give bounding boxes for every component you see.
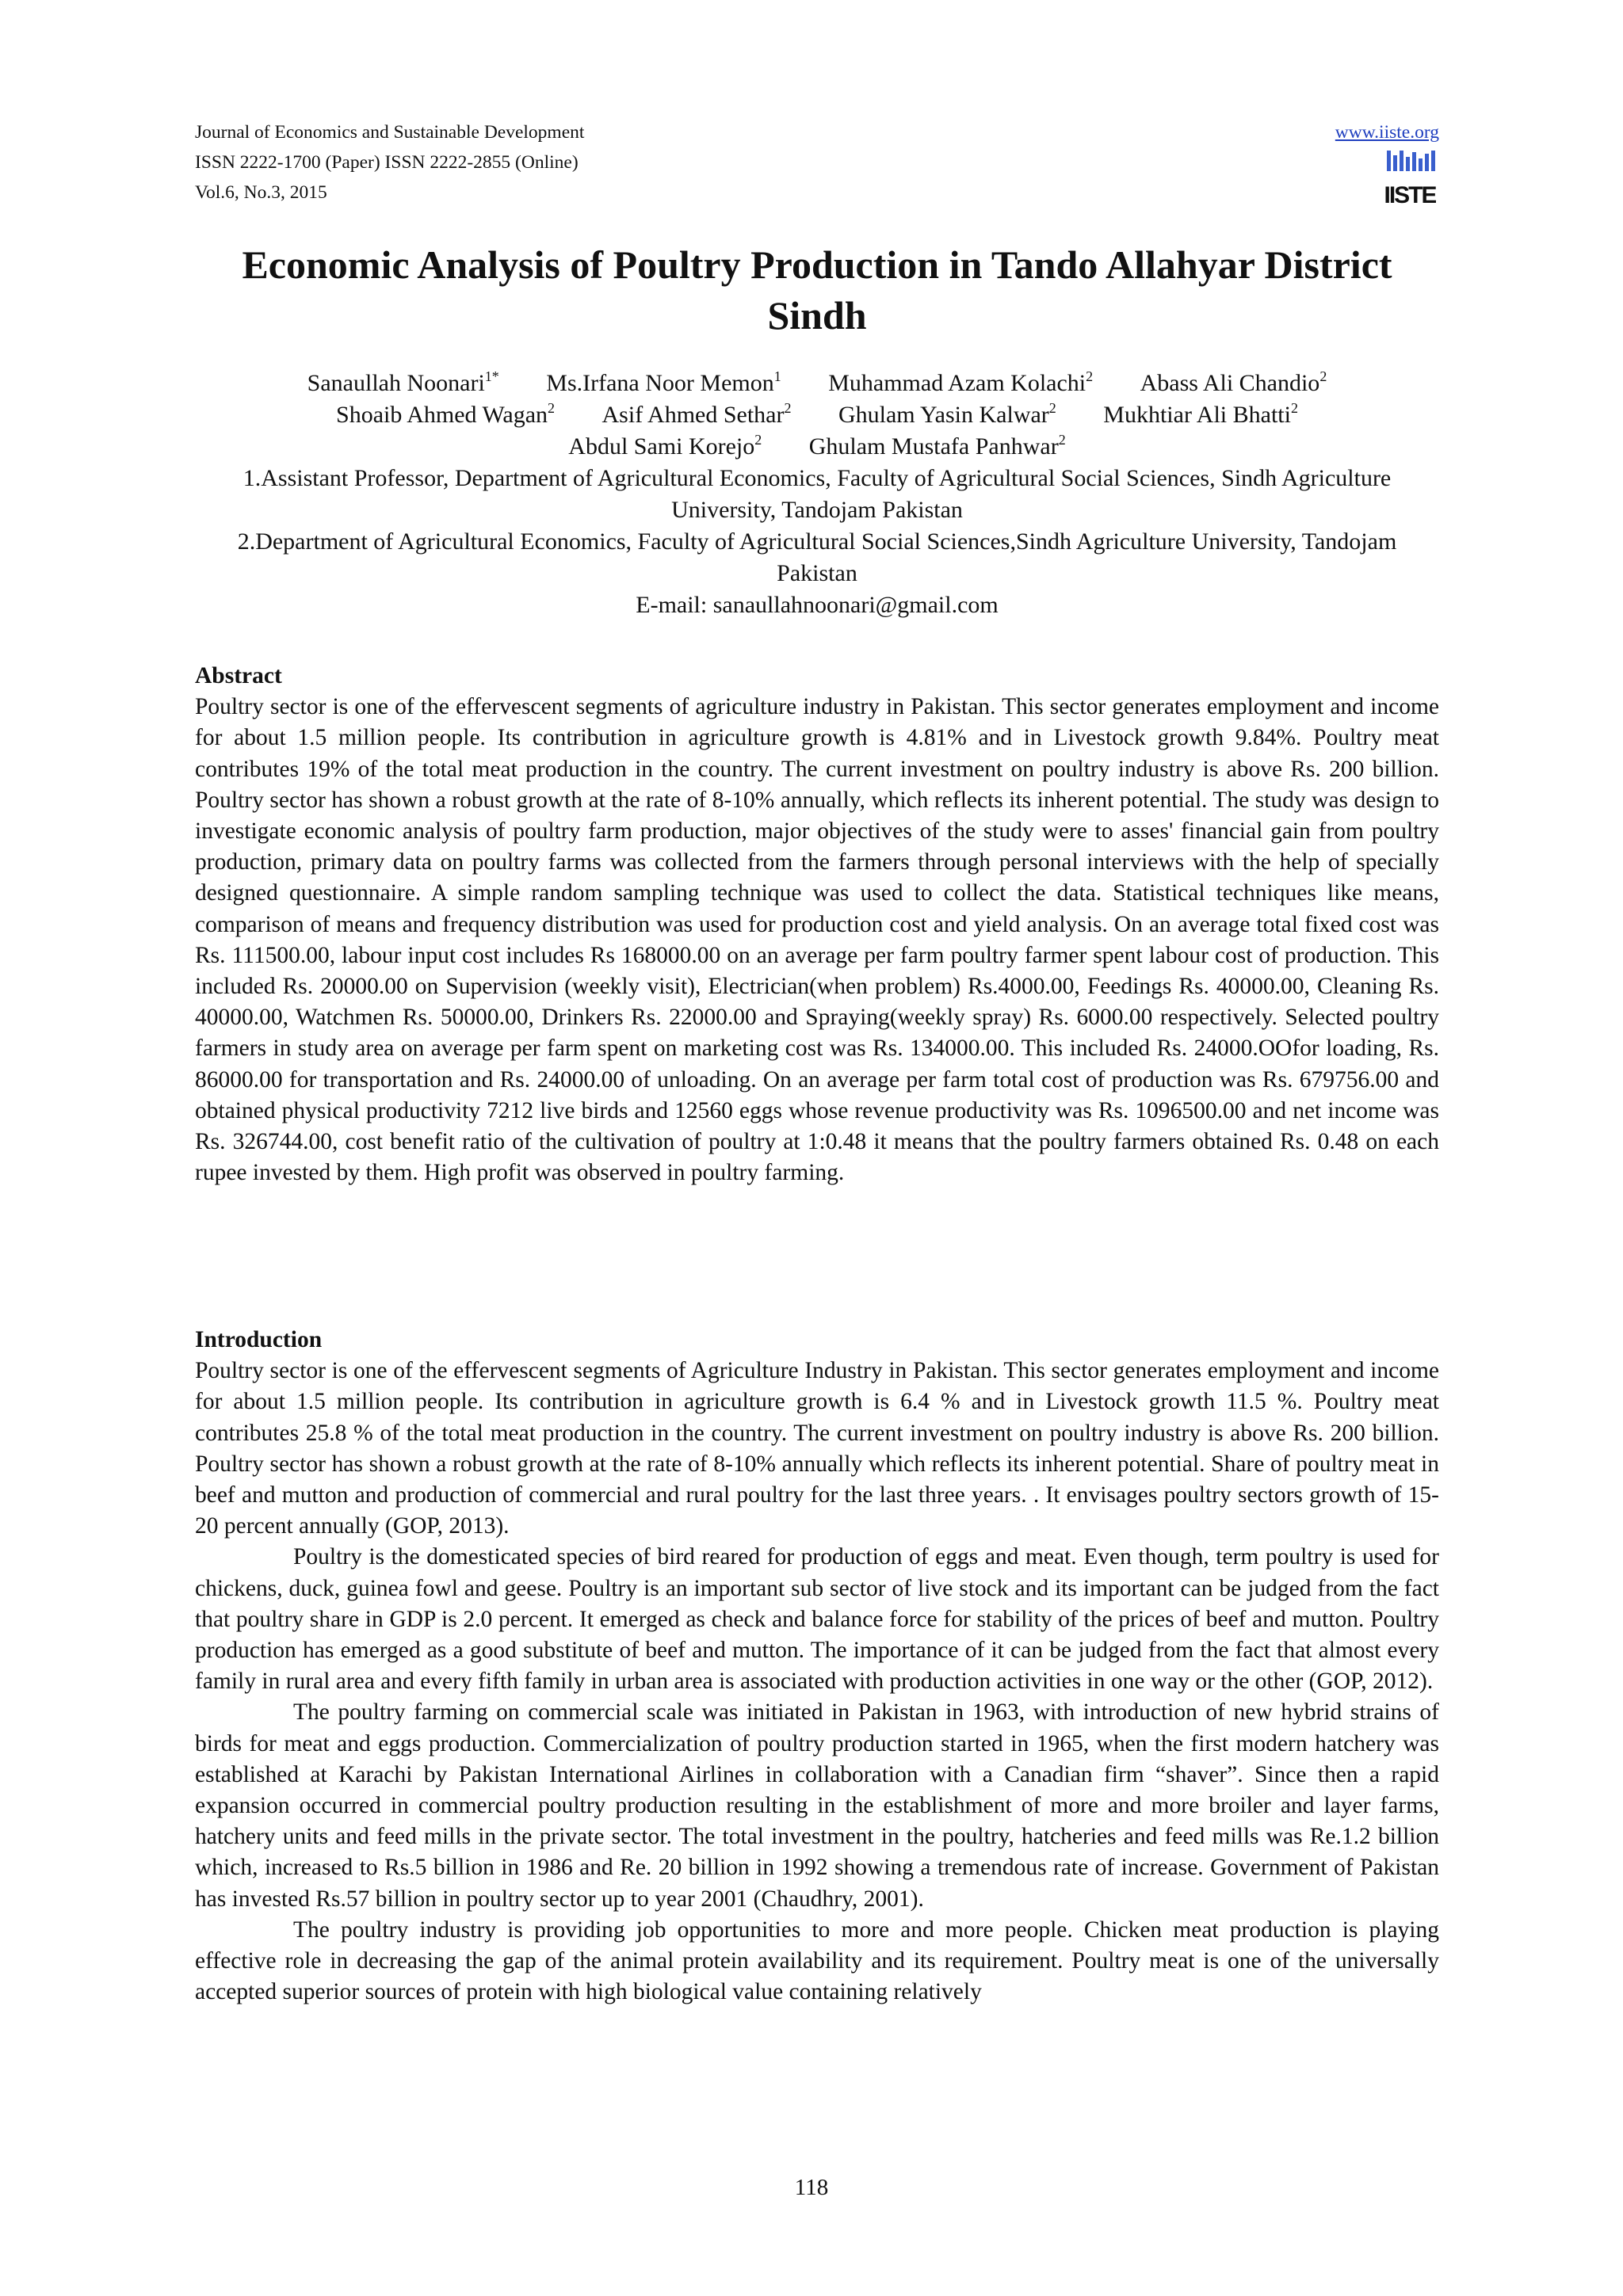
author-block (195, 368, 1439, 621)
introduction-heading: Introduction (195, 1327, 323, 1352)
journal-volume: Vol.6, No.3, 2015 (195, 182, 327, 203)
author: Ms.Irfana Noor Memon$^1$ (546, 368, 781, 396)
author: Ghulam Mustafa Panhwar$^2$ (808, 432, 1066, 460)
author-email: E-mail: sanaullahnoonari@gmail.com (636, 592, 999, 618)
author: Muhammad Azam Kolachi$^2$ (828, 368, 1094, 396)
iiste-logo (1384, 149, 1436, 206)
affiliation: 1.Assistant Professor, Department of Agricultural Economics, Faculty of Agricultural Social Sciences, Sindh Agriculture University, Tandojam Pakistan (242, 465, 1392, 523)
paragraph: The poultry farming on commercial scale was initiated in Pakistan in 1963, with introduction of new hybrid strains of birds for meat and eggs production. Commercialization of poultry production started in 1965, when the first modern hatchery was established at Karachi by Pakistan International Airlines in collaboration with a Canadian firm “shaver”. Since then a rapid expansion occurred in commercial poultry production resulting in the establishment of more and more broiler and layer farms, hatchery units and feed mills in the private sector. The total investment in the poultry, hatcheries and feed mills was Re.1.2 billion which, increased to Rs.5 billion in 1986 and Re. 20 billion in 1992 showing a tremendous rate of increase. Government of Pakistan has invested Rs.57 billion in poultry sector up to year 2001 (Chaudhry, 2001). (195, 1699, 1439, 1912)
author-row (195, 399, 1439, 431)
journal-name: Journal of Economics and Sustainable Development (195, 122, 585, 143)
author: Sanaullah Noonari$^{1*}$ (307, 368, 499, 396)
author-row (195, 431, 1439, 463)
affiliation: 2.Department of Agricultural Economics, Faculty of Agricultural Social Sciences,Sindh Agriculture University, Tandojam Pakistan (237, 528, 1397, 586)
author: Abass Ali Chandio$^2$ (1140, 368, 1327, 396)
abstract-heading: Abstract (195, 663, 282, 688)
author: Ghulam Yasin Kalwar$^2$ (838, 400, 1056, 428)
paragraph: Poultry sector is one of the effervescent segments of Agriculture Industry in Pakistan. This sector generates employment and income for about 1.5 million people. Its contribution in agriculture growth is 6.4 % and in Livestock growth 11.5 %. Poultry meat contributes 25.8 % of the total meat production in the country. The current investment on poultry industry is above Rs. 200 billion. Poultry sector has shown a robust growth at the rate of 8-10% annually which reflects its inherent potential. Share of poultry meat in beef and mutton and production of commercial and rural poultry for the last three years. . It envisages poultry sectors growth of 15-20 percent annually (GOP, 2013). (195, 1358, 1439, 1539)
paragraph: The poultry industry is providing job opportunities to more and more people. Chicken meat production is playing effective role in decreasing the gap of the animal protein availability and its requirement. Poultry meat is one of the universally accepted superior sources of protein with high biological value containing relatively (195, 1917, 1439, 2005)
introduction-section (195, 1325, 1439, 2008)
page-header (195, 117, 1439, 212)
journal-url-link[interactable]: www.iiste.org (1335, 122, 1439, 143)
page-number: 118 (794, 2175, 829, 2200)
author: Mukhtiar Ali Bhatti$^2$ (1103, 400, 1298, 428)
abstract-text: Poultry sector is one of the effervescent segments of agriculture industry in Pakistan. This sector generates employment and income for about 1.5 million people. Its contribution in agriculture growth is 4.81% and in Livestock growth 9.84%. Poultry meat contributes 19% of the total meat production in the country. The current investment on poultry industry is above Rs. 200 billion. Poultry sector has shown a robust growth at the rate of 8-10% annually, which reflects its inherent potential. The study was design to investigate economic analysis of poultry farm production, major objectives of the study were to asses' financial gain from poultry production, primary data on poultry farms was collected from the farmers through personal interviews with the help of specially designed questionnaire. A simple random sampling technique was used to collect the data. Statistical techniques like means, comparison of means and frequency distribution was used for production cost and yield analysis. On an average total fixed cost was Rs. 111500.00, labour input cost includes Rs 168000.00 on an average per farm poultry farmer spent labour cost of production. This included Rs. 20000.00 on Supervision (weekly visit), Electrician(when problem) Rs.4000.00, Feedings Rs. 40000.00, Cleaning Rs. 40000.00, Watchmen Rs. 50000.00, Drinkers Rs. 22000.00 and Spraying(weekly spray) Rs. 6000.00 respectively. Selected poultry farmers in study area on average per farm spent on marketing cost was Rs. 134000.00. This included Rs. 24000.OOfor loading, Rs. 86000.00 for transportation and Rs. 24000.00 of unloading. On an average per farm total cost of production was Rs. 679756.00 and obtained physical productivity 7212 live birds and 12560 eggs whose revenue productivity was Rs. 1096500.00 and net income was Rs. 326744.00, cost benefit ratio of the cultivation of poultry at 1:0.48 it means that the poultry farmers obtained Rs. 0.48 on each rupee invested by them. High profit was observed in poultry farming. (195, 694, 1439, 1186)
author-row (195, 368, 1439, 399)
journal-issn: ISSN 2222-1700 (Paper) ISSN 2222-2855 (Online) (195, 152, 579, 173)
author: Asif Ahmed Sethar$^2$ (601, 400, 792, 428)
iiste-logo-icon (1384, 149, 1436, 206)
author: Shoaib Ahmed Wagan$^2$ (336, 400, 556, 428)
paragraph: Poultry is the domesticated species of bird reared for production of eggs and meat. Even though, term poultry is used for chickens, duck, guinea fowl and geese. Poultry is an important sub sector of live stock and its important can be judged from the fact that poultry share in GDP is 2.0 percent. It emerged as check and balance force for stability of the prices of beef and mutton. Poultry production has emerged as a good substitute of beef and mutton. The importance of it can be judged from the fact that almost every family in rural area and every fifth family in urban area is associated with production activities in one way or the other (GOP, 2012). (195, 1544, 1439, 1695)
abstract-section (195, 661, 1439, 1188)
paper-title: Economic Analysis of Poultry Production in Tando Allahyar District Sindh (242, 242, 1392, 338)
author: Abdul Sami Korejo$^2$ (568, 432, 762, 460)
svg-text:IISTE: IISTE (1384, 182, 1436, 206)
